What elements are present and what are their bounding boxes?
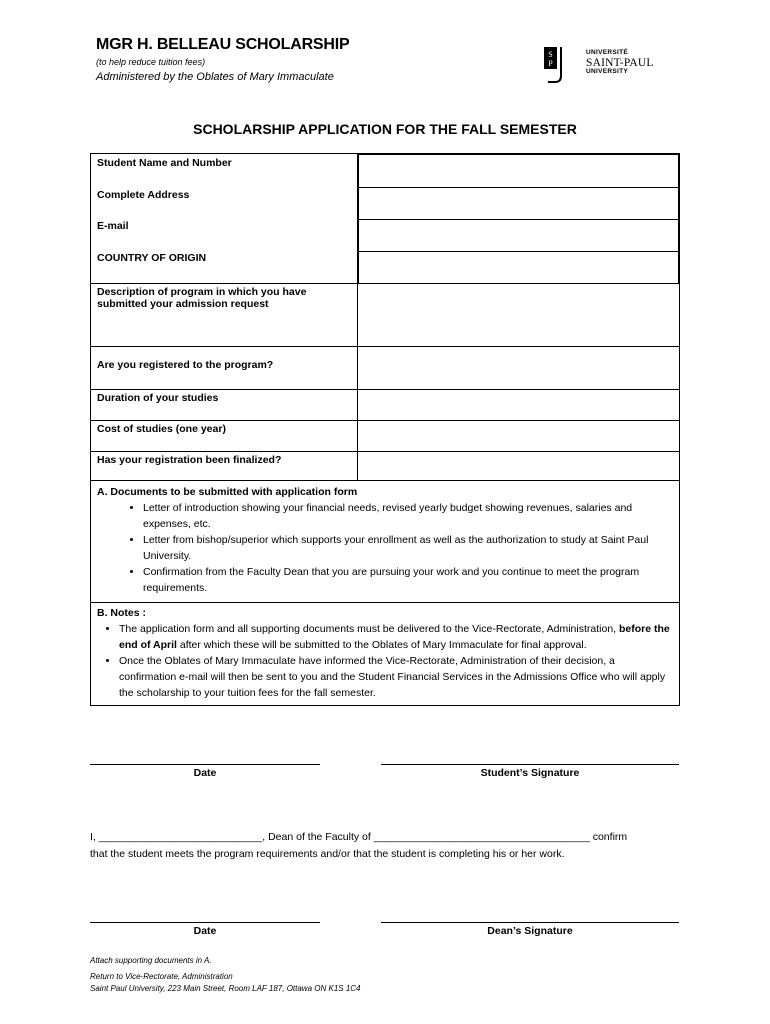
document-item: • Letter of introduction showing your financial needs, revised yearly budget showing revenues, salaries and expenses, etc. xyxy=(143,500,673,532)
scholarship-title: MGR H. BELLEAU SCHOLARSHIP xyxy=(96,36,350,53)
registered-field[interactable] xyxy=(358,347,680,390)
footer-return: Return to Vice-Rectorate, Administration xyxy=(90,972,233,981)
scholarship-subtitle: (to help reduce tuition fees) xyxy=(96,57,206,67)
date-line[interactable] xyxy=(90,764,320,765)
university-logo xyxy=(542,46,662,86)
country-field[interactable] xyxy=(359,252,679,284)
label-registered: Are you registered to the program? xyxy=(91,347,358,390)
duration-field[interactable] xyxy=(358,390,680,421)
logo-line2: SAINT-PAUL xyxy=(586,56,654,69)
notes-heading: B. Notes : xyxy=(97,607,147,619)
label-cost: Cost of studies (one year) xyxy=(91,421,358,452)
label-student-name: Student Name and Number xyxy=(97,157,232,169)
student-signature-label: Student’s Signature xyxy=(480,767,580,779)
documents-section xyxy=(91,481,680,603)
administered-by: Administered by the Oblates of Mary Immaculate xyxy=(96,71,334,83)
form-title: SCHOLARSHIP APPLICATION FOR THE FALL SEMESTER xyxy=(193,121,577,137)
dean-signature-label: Dean’s Signature xyxy=(487,925,573,937)
documents-heading: A. Documents to be submitted with application form xyxy=(97,486,358,498)
note-item: • Once the Oblates of Mary Immaculate have informed the Vice-Rectorate, Administration of their decision, a confirmation e-mail will then be sent to you and the Student Financial Services in the Admissions Office who will apply the scholarship to your tuition fees for the fall semester. xyxy=(119,653,673,701)
personal-info-labels xyxy=(91,154,358,284)
note-text: after which these will be submitted to the Oblates of Mary Immaculate for final approval. xyxy=(176,639,587,651)
label-program-description: Description of program in which you have submitted your admission request xyxy=(91,284,358,347)
label-duration: Duration of your studies xyxy=(91,390,358,421)
dean-date-line[interactable] xyxy=(90,922,320,923)
student-name-field[interactable] xyxy=(359,155,679,188)
label-country: COUNTRY OF ORIGIN xyxy=(97,251,207,264)
address-field[interactable] xyxy=(359,188,679,220)
logo-line1: UNIVERSITÉ xyxy=(586,49,629,56)
finalized-field[interactable] xyxy=(358,452,680,481)
dean-confirmation xyxy=(90,829,690,863)
note-deadline: before the end of April xyxy=(119,623,670,651)
footer-address: Saint Paul University, 223 Main Street, Room LAF 187, Ottawa ON K1S 1C4 xyxy=(90,984,361,993)
notes-section xyxy=(91,603,680,706)
dean-confirmation-line1: I, ____________________________, Dean of the Faculty of _____________________________________ confirm xyxy=(90,831,628,843)
label-email: E-mail xyxy=(97,220,129,232)
svg-text:S: S xyxy=(548,50,553,59)
dean-signature-line[interactable] xyxy=(381,922,679,923)
footer-attach: Attach supporting documents in A. xyxy=(90,956,212,965)
note-text: The application form and all supporting documents must be delivered to the Vice-Rectorate, Administration, xyxy=(119,623,619,635)
note-item xyxy=(119,621,673,653)
dean-date-label: Date xyxy=(193,925,217,937)
program-description-field[interactable] xyxy=(358,284,680,347)
student-signature-line[interactable] xyxy=(381,764,679,765)
sp-monogram-icon xyxy=(542,46,576,84)
document-item: • Confirmation from the Faculty Dean that you are pursuing your work and you continue to meet the program requirements. xyxy=(143,564,673,596)
logo-line3: UNIVERSITY xyxy=(586,67,629,75)
document-item: • Letter from bishop/superior which supports your enrollment as well as the authorization to study at Saint Paul University. xyxy=(143,532,673,564)
personal-info-fields xyxy=(358,154,680,284)
date-label: Date xyxy=(193,767,217,779)
application-form xyxy=(90,153,680,706)
label-address: Complete Address xyxy=(97,188,190,201)
email-field[interactable] xyxy=(359,220,679,252)
svg-text:P: P xyxy=(548,59,553,68)
cost-field[interactable] xyxy=(358,421,680,452)
label-finalized: Has your registration been finalized? xyxy=(91,452,358,481)
dean-confirmation-line2: that the student meets the program requirements and/or that the student is completing his or her work. xyxy=(90,848,565,860)
